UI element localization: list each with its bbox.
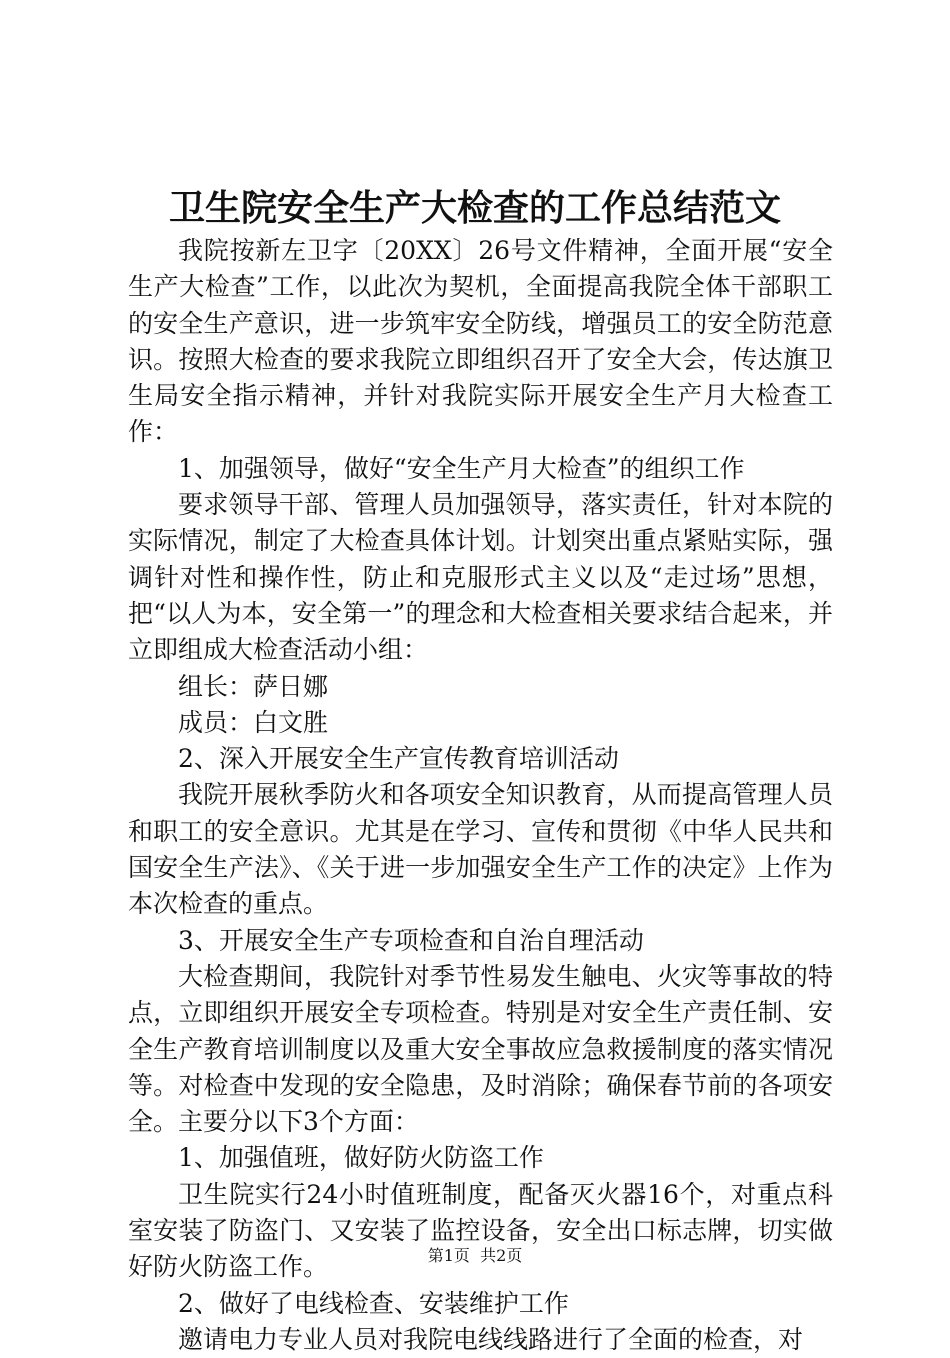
heading-education: 2、深入开展安全生产宣传教育培训活动 bbox=[178, 744, 619, 774]
page-total: 共2页 bbox=[480, 1246, 523, 1265]
footer-separator bbox=[470, 1246, 480, 1265]
page-number: 第1页 bbox=[427, 1246, 470, 1265]
heading-inspection: 3、开展安全生产专项检查和自治自理活动 bbox=[178, 925, 644, 955]
paragraph-inspection: 大检查期间，我院针对季节性易发生触电、火灾等事故的特点，立即组织开展安全专项检查。特别是对安全生产责任制、安全生产教育培训制度以及重大安全事故应急救援制度的落实情况等。对检查中发现的安全隐患，及时消除；确保春节前的各项安全。主要分以下3个方面： bbox=[128, 961, 833, 1137]
group-leader: 组长：萨日娜 bbox=[178, 671, 329, 701]
paragraph-wiring: 邀请电力专业人员对我院电线线路进行了全面的检查，对 bbox=[178, 1324, 804, 1354]
paragraph-duty: 卫生院实行24小时值班制度，配备灭火器16个，对重点科室安装了防盗门、又安装了监控设备，安全出口标志牌，切实做好防火防盗工作。 bbox=[128, 1179, 833, 1282]
page-footer bbox=[0, 1246, 950, 1266]
heading-wiring: 2、做好了电线检查、安装维护工作 bbox=[178, 1288, 569, 1318]
paragraph-education: 我院开展秋季防火和各项安全知识教育，从而提高管理人员和职工的安全意识。尤其是在学习、宣传和贯彻《中华人民共和国安全生产法》、《关于进一步加强安全生产工作的决定》上作为本次检查的重点。 bbox=[128, 780, 833, 919]
heading-duty: 1、加强值班，做好防火防盗工作 bbox=[178, 1143, 544, 1173]
document-body bbox=[128, 233, 833, 1358]
group-member: 成员：白文胜 bbox=[178, 707, 329, 737]
paragraph-leadership: 要求领导干部、管理人员加强领导，落实责任，针对本院的实际情况，制定了大检查具体计划。计划突出重点紧贴实际，强调针对性和操作性，防止和克服形式主义以及“走过场”思想，把“以人为本，安全第一”的理念和大检查相关要求结合起来，并立即组成大检查活动小组： bbox=[128, 490, 833, 665]
heading-leadership: 1、加强领导，做好“安全生产月大检查”的组织工作 bbox=[178, 453, 745, 483]
document-title: 卫生院安全生产大检查的工作总结范文 bbox=[168, 187, 781, 229]
paragraph-intro: 我院按新左卫字〔20XX〕26号文件精神，全面开展“安全生产大检查”工作，以此次为契机，全面提高我院全体干部职工的安全生产意识，进一步筑牢安全防线，增强员工的安全防范意识。按照大检查的要求我院立即组织召开了安全大会，传达旗卫生局安全指示精神，并针对我院实际开展安全生产月大检查工作： bbox=[128, 236, 833, 447]
